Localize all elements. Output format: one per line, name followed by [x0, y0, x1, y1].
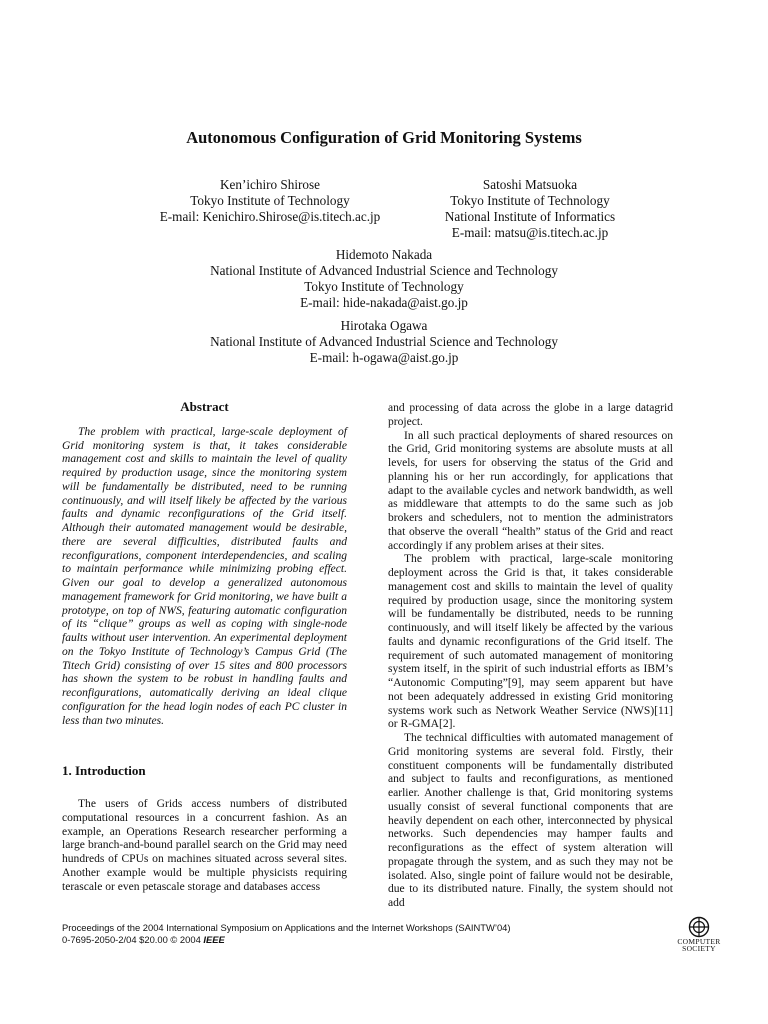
- author-email: E-mail: matsu@is.titech.ac.jp: [451, 225, 609, 240]
- author-email: E-mail: h-ogawa@aist.go.jp: [309, 350, 459, 365]
- logo-text-society: SOCIETY: [682, 944, 716, 953]
- author-name: Hirotaka Ogawa: [340, 318, 428, 333]
- author-name: Satoshi Matsuoka: [482, 177, 578, 192]
- author-affiliation: National Institute of Advanced Industrial Science and Technology: [210, 263, 558, 278]
- intro-paragraph: The users of Grids access numbers of distributed computational resources in a concurrent fashion. As an example, an Operations Research researcher performing a large branch-and-bound parallel search on the Grid may need hundreds of CPUs on machines situated across several sites. Another example would be multiple physicists requiring terascale or even petascale storage and databases access: [62, 798, 347, 893]
- body-paragraph: In all such practical deployments of shared resources on the Grid, Grid monitoring systems are absolute musts at all levels, for users for observing the status of the Grid and planning his or her run accordingly, for applications that adapt to the available cycles and network bandwidth, as well as middleware that attempts to do the same such as job brokers and schedulers, not to mention the administrators that observe the overall “health” status of the Grid and react accordingly if any problem arises at their sites.: [388, 429, 673, 552]
- author-affiliation: Tokyo Institute of Technology: [304, 279, 464, 294]
- author-affiliation: Tokyo Institute of Technology: [450, 193, 610, 208]
- section-heading-introduction: 1. Introduction: [62, 763, 146, 779]
- paper-title: Autonomous Configuration of Grid Monitoring Systems: [186, 128, 582, 147]
- proceedings-footer: [62, 922, 511, 946]
- right-column: [388, 402, 673, 911]
- author-affiliation: National Institute of Informatics: [444, 209, 616, 224]
- author-name: Ken’ichiro Shirose: [220, 177, 320, 192]
- abstract-heading: Abstract: [180, 399, 229, 414]
- body-paragraph: The technical difficulties with automated management of Grid monitoring systems are several fold. Firstly, their constituent components will be fundamentally distributed and subject to faults and reconfigurations, as mentioned earlier. Another challenge is that, Grid monitoring systems usually consist of several functional components that are heavily dependent on each other, interconnected by physical networks. Such dependencies may hamper faults and reconfigurations as the effect of system alteration will propagate through the system, and as such they may not be isolated. Also, single point of failure would not be desirable, due to its distributed nature. Finally, the system should not add: [388, 732, 673, 909]
- footer-copyright-line: [62, 934, 511, 946]
- left-column: [62, 400, 347, 894]
- author-email: E-mail: hide-nakada@aist.go.jp: [300, 295, 468, 310]
- author-email: E-mail: Kenichiro.Shirose@is.titech.ac.jp: [159, 209, 381, 224]
- author-affiliation: National Institute of Advanced Industrial Science and Technology: [210, 334, 558, 349]
- author-block-nakada: [0, 247, 768, 311]
- body-paragraph: and processing of data across the globe in a large datagrid project.: [388, 402, 673, 428]
- author-name: Hidemoto Nakada: [335, 247, 433, 262]
- footer-copyright-text: 0-7695-2050-2/04 $20.00 © 2004: [62, 934, 201, 945]
- footer-proceedings-line: Proceedings of the 2004 International Symposium on Applications and the Internet Workshops (SAINTW’04): [62, 922, 511, 933]
- author-block-ogawa: [0, 318, 768, 366]
- ieee-wordmark: IEEE: [203, 934, 225, 945]
- author-block-matsuoka: [380, 177, 680, 241]
- abstract-text: The problem with practical, large-scale deployment of Grid monitoring system is that, it takes considerable management cost and skills to maintain the level of quality required by production usage, since the monitoring system will be fundamentally be distributed, need to be running continuously, and will itself likely be affected by the various faults and dynamic reconfigurations of the Grid itself. Although their automated management would be desirable, there are several difficulties, distributed faults and reconfigurations, component interdependencies, and scaling to maintain performance while minimizing probing effect. Given our goal to develop a generalized autonomous management framework for Grid monitoring, we have built a prototype, on top of NWS, featuring automatic configuration of its “clique” groups as well as coping with single-node faults without user intervention. An experimental deployment on the Tokyo Institute of Technology’s Campus Grid (The Titech Grid) consisting of over 15 sites and 800 processors has shown the system to be robust in handling faults and reconfigurations, automatically deriving an ideal clique configuration for the head login nodes of each PC cluster in less than two minutes.: [62, 425, 347, 727]
- ieee-computer-society-emblem-icon: [688, 916, 710, 938]
- author-affiliation: Tokyo Institute of Technology: [190, 193, 350, 208]
- computer-society-logo: [668, 916, 730, 952]
- logo-text-computer: COMPUTER: [677, 937, 721, 946]
- body-paragraph: The problem with practical, large-scale monitoring deployment across the Grid is that, it takes considerable management cost and skills to maintain the level of quality required by production usage, since the monitoring system will be fundamentally be distributed, needs to be running continuously, and will itself likely be affected by the various faults and dynamic reconfigurations of the Grid itself. The requirement of such automated management of monitoring system itself, in the spirit of such industrial efforts as IBM’s “Autonomic Computing”[9], may seem apparent but have not been adequately addressed in existing Grid monitoring systems work such as Network Weather Service (NWS)[11] or R-GMA[2].: [388, 553, 673, 731]
